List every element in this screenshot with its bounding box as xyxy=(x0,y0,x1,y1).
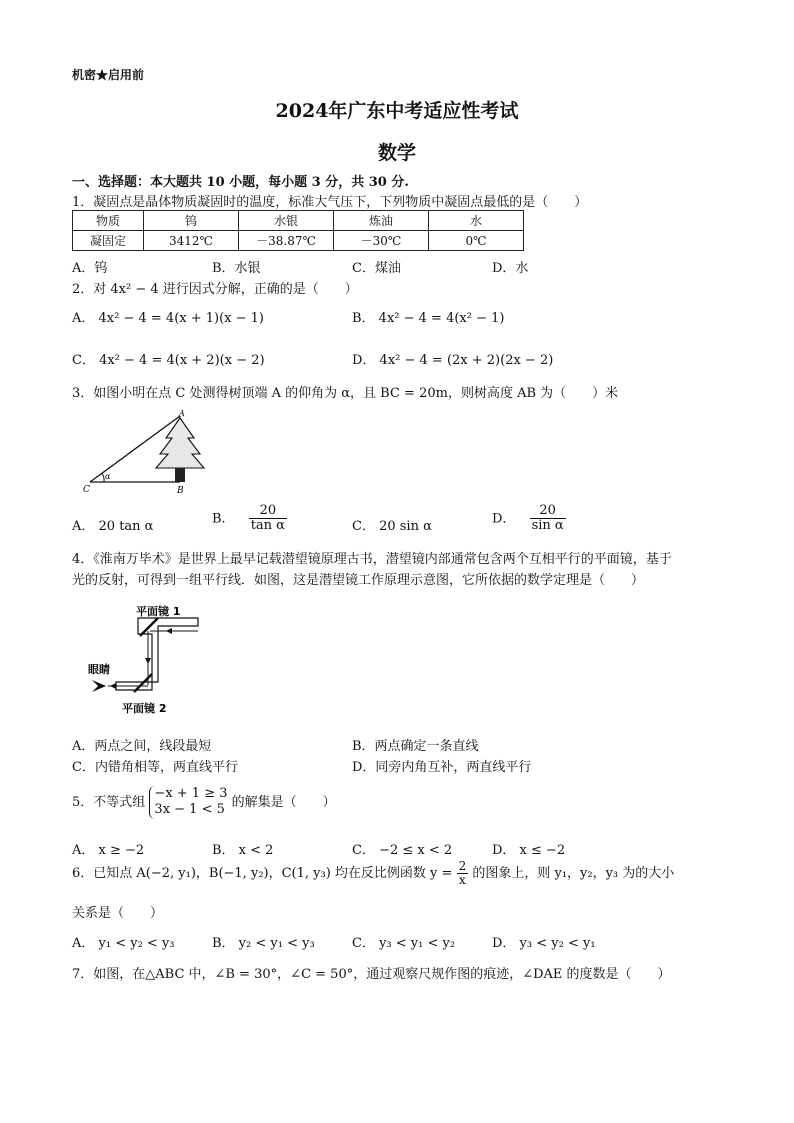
q7-stem: 7．如图，在△ABC 中，∠B = 30°，∠C = 50°，通过观察尺规作图的痕迹，∠DAE 的度数是（ ） xyxy=(72,967,671,982)
tree-angle-figure xyxy=(82,410,222,496)
fraction-denominator: x xyxy=(458,873,466,888)
freezing-point-table xyxy=(72,210,524,251)
table-header-row xyxy=(73,211,524,231)
tree-trunk xyxy=(175,468,185,482)
exam-title: 2024年广东中考适应性考试 xyxy=(275,100,519,122)
q5-stem-suffix: 的解集是（ ） xyxy=(231,794,336,810)
q2-option-a: A． 4x² − 4 = 4(x + 1)(x − 1) xyxy=(72,311,264,326)
q4-option-c: C．内错角相等，两直线平行 xyxy=(72,760,238,775)
q6-option-b: B． y₂ < y₁ < y₃ xyxy=(212,936,315,951)
fraction xyxy=(457,860,469,887)
point-c-label: C xyxy=(83,485,90,495)
point-b-label: B xyxy=(177,486,184,496)
periscope-body xyxy=(116,618,198,690)
arrow-icon xyxy=(145,658,151,664)
q6-stem-prefix: 6．已知点 A(−2, y₁)，B(−1, y₂)，C(1, y₃) 均在反比例函数 y = xyxy=(72,866,453,882)
tree-icon xyxy=(156,418,204,468)
periscope-figure xyxy=(86,600,216,718)
q1-option-b: B．水银 xyxy=(212,261,261,276)
angle-arc xyxy=(102,473,104,482)
table-row xyxy=(73,231,524,251)
fraction-denominator: sin α xyxy=(531,518,564,534)
q5-option-d: D． x ≤ −2 xyxy=(492,843,566,858)
arrow-icon xyxy=(110,683,116,689)
fraction-denominator: tan α xyxy=(250,518,285,534)
q4-option-b: B．两点确定一条直线 xyxy=(352,739,479,754)
q6-option-c: C． y₃ < y₁ < y₂ xyxy=(352,936,456,951)
q4-option-d: D．同旁内角互补，两直线平行 xyxy=(352,760,532,775)
mirror-2-label: 平面镜 2 xyxy=(122,702,167,715)
table-cell: 炼油 xyxy=(334,211,429,231)
option-prefix: D． xyxy=(492,511,516,527)
table-cell: 0℃ xyxy=(429,231,524,251)
q5-stem-prefix: 5．不等式组 xyxy=(72,794,146,810)
q6-option-d: D． y₃ < y₂ < y₁ xyxy=(492,936,596,951)
q6-stem-suffix: 的图象上，则 y₁，y₂，y₃ 为的大小 xyxy=(472,866,675,882)
q6-stem xyxy=(72,860,674,887)
fraction xyxy=(249,504,287,534)
table-cell: －30℃ xyxy=(334,231,429,251)
exam-subject: 数学 xyxy=(377,142,416,164)
table-cell: 钨 xyxy=(144,211,239,231)
q1-option-a: A．钨 xyxy=(72,261,108,276)
eye-label: 眼睛 xyxy=(88,663,110,676)
q3-option-b xyxy=(212,504,287,534)
q4-stem-line1: 4．《淮南万毕术》是世界上最早记载潜望镜原理古书，潜望镜内部通常包含两个互相平行的平面镜，基于 xyxy=(72,552,672,567)
q5-option-c: C． −2 ≤ x < 2 xyxy=(352,843,453,858)
eye-icon xyxy=(92,680,106,692)
point-a-label: A xyxy=(179,410,185,418)
q2-option-d: D． 4x² − 4 = (2x + 2)(2x − 2) xyxy=(352,353,554,368)
inequality-2: 3x − 1 < 5 xyxy=(154,802,225,818)
q6-stem-line2: 关系是（ ） xyxy=(72,906,164,921)
fraction-numerator: 2 xyxy=(458,859,467,873)
mirror-1-label: 平面镜 1 xyxy=(136,605,181,618)
q3-option-a: A． 20 tan α xyxy=(72,519,154,534)
q1-stem: 1．凝固点是晶体物质凝固时的温度，标准大气压下，下列物质中凝固点最低的是（ ） xyxy=(72,195,588,210)
table-cell: 物质 xyxy=(73,211,144,231)
table-cell: 水 xyxy=(429,211,524,231)
mirror-2-line xyxy=(134,674,152,692)
q5-stem xyxy=(72,786,336,819)
q1-option-d: D．水 xyxy=(492,261,529,276)
fraction-numerator: 20 xyxy=(530,504,566,519)
table-cell: 水银 xyxy=(239,211,334,231)
option-prefix: B． xyxy=(212,511,235,527)
q4-stem-line2: 光的反射，可得到一组平行线．如图，这是潜望镜工作原理示意图，它所依据的数学定理是（ ） xyxy=(72,573,645,588)
confidential-label: 机密★启用前 xyxy=(72,68,145,82)
table-cell: 凝固定 xyxy=(73,231,144,251)
inequality-1: −x + 1 ≥ 3 xyxy=(154,786,228,801)
q5-option-a: A． x ≥ −2 xyxy=(72,843,145,858)
q2-stem: 2．对 4x² − 4 进行因式分解，正确的是（ ） xyxy=(72,282,358,297)
q5-option-b: B． x < 2 xyxy=(212,843,274,858)
q1-option-c: C．煤油 xyxy=(352,261,401,276)
fraction xyxy=(530,504,566,534)
fraction-numerator: 20 xyxy=(249,504,287,519)
q3-stem: 3．如图小明在点 C 处测得树顶端 A 的仰角为 α，且 BC = 20m，则树高度 AB 为（ ）米 xyxy=(72,386,619,401)
table-cell: 3412℃ xyxy=(144,231,239,251)
q3-option-c: C． 20 sin α xyxy=(352,519,432,534)
inequality-system xyxy=(149,786,227,819)
section-heading: 一、选择题：本大题共 10 小题，每小题 3 分，共 30 分. xyxy=(72,175,409,190)
q2-option-b: B． 4x² − 4 = 4(x² − 1) xyxy=(352,311,505,326)
q6-option-a: A． y₁ < y₂ < y₃ xyxy=(72,936,175,951)
arrow-icon xyxy=(166,628,172,634)
alpha-label: α xyxy=(105,472,111,481)
q3-option-d xyxy=(492,504,566,534)
q2-option-c: C． 4x² − 4 = 4(x + 2)(x − 2) xyxy=(72,353,265,368)
q4-option-a: A．两点之间，线段最短 xyxy=(72,739,212,754)
mirror-1-line xyxy=(140,618,158,636)
table-cell: －38.87℃ xyxy=(239,231,334,251)
